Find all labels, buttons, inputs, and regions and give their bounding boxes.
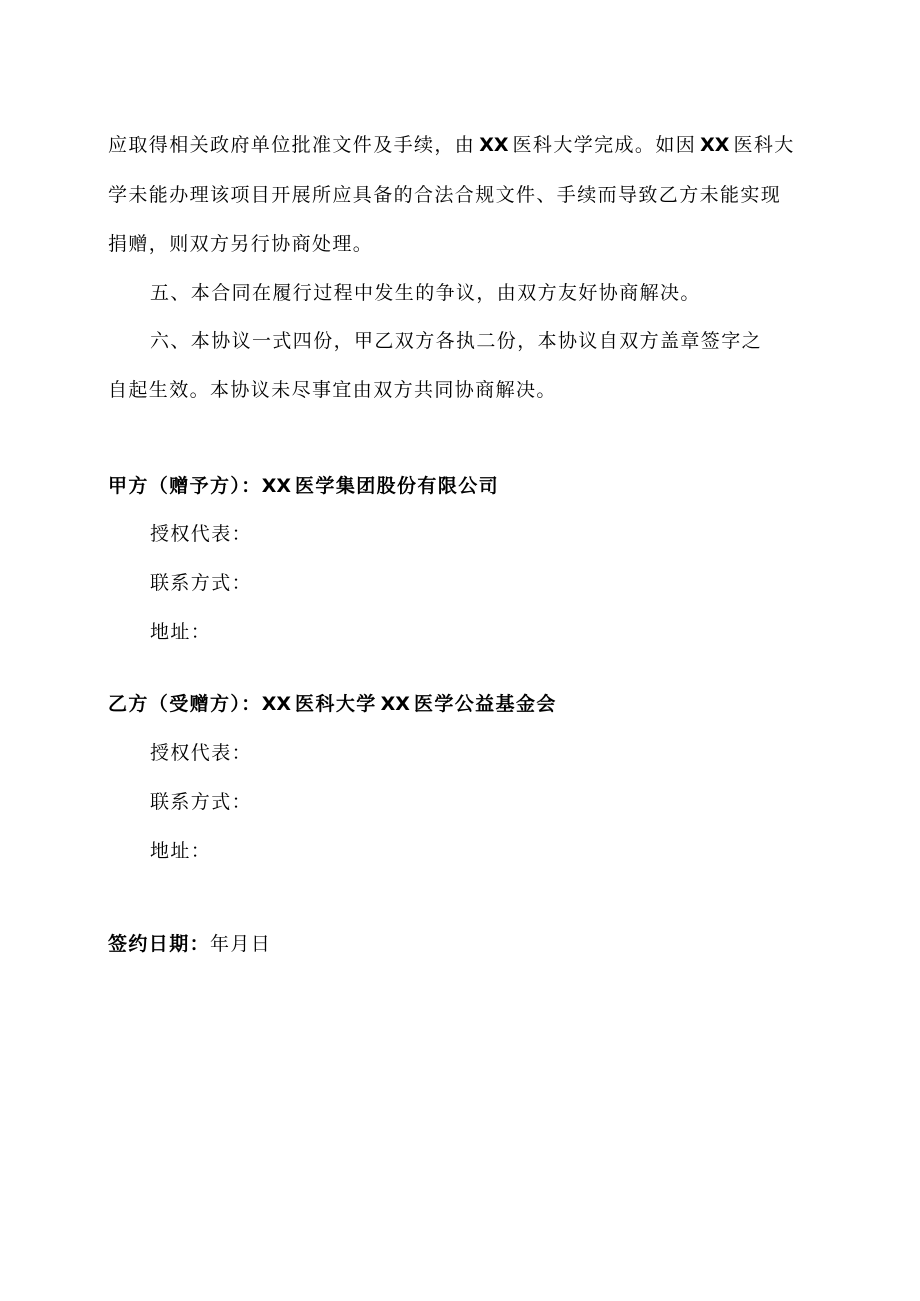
signing-date: [108, 929, 271, 959]
paragraph-4-line-2: 学未能办理该项目开展所应具备的合法合规文件、手续而导致乙方未能实现: [108, 184, 782, 206]
party-a-contact: 联系方式：: [150, 572, 253, 594]
xx-placeholder: XX: [700, 134, 730, 156]
party-b-contact: 联系方式：: [150, 791, 253, 813]
party-b-representative: 授权代表：: [150, 742, 253, 764]
party-a-label: 甲方（赠予方）：: [108, 475, 262, 497]
party-b-name-part-1: 医科大学: [295, 693, 377, 715]
xx-placeholder: XX: [479, 134, 509, 156]
xx-placeholder: XX: [261, 475, 292, 497]
text-segment: 应取得相关政府单位批准文件及手续，由: [108, 134, 476, 156]
party-a-heading: [108, 471, 499, 501]
xx-placeholder: XX: [261, 693, 292, 715]
party-b-address: 地址：: [150, 840, 212, 862]
text-segment: 医科大学完成。如因: [512, 134, 697, 156]
signing-date-label: 签约日期：: [108, 933, 211, 955]
xx-placeholder: XX: [380, 693, 410, 715]
clause-6-line-1: 六、本协议一式四份，甲乙双方各执二份，本协议自双方盖章签字之: [150, 330, 763, 352]
text-segment: 医科大: [733, 134, 795, 156]
paragraph-4-line-3: 捐赠，则双方另行协商处理。: [108, 233, 374, 255]
paragraph-4-line-1: [108, 130, 795, 160]
party-a-address: 地址：: [150, 621, 212, 643]
party-a-name: 医学集团股份有限公司: [295, 475, 500, 497]
party-b-label: 乙方（受赠方）：: [108, 693, 262, 715]
signing-date-value: 年月日: [210, 933, 272, 955]
party-a-representative: 授权代表：: [150, 523, 253, 545]
party-b-name-part-2: 医学公益基金会: [413, 693, 557, 715]
party-b-heading: [108, 689, 557, 719]
clause-5: 五、本合同在履行过程中发生的争议，由双方友好协商解决。: [150, 282, 701, 304]
clause-6-line-2: 自起生效。本协议未尽事宜由双方共同协商解决。: [108, 379, 557, 401]
